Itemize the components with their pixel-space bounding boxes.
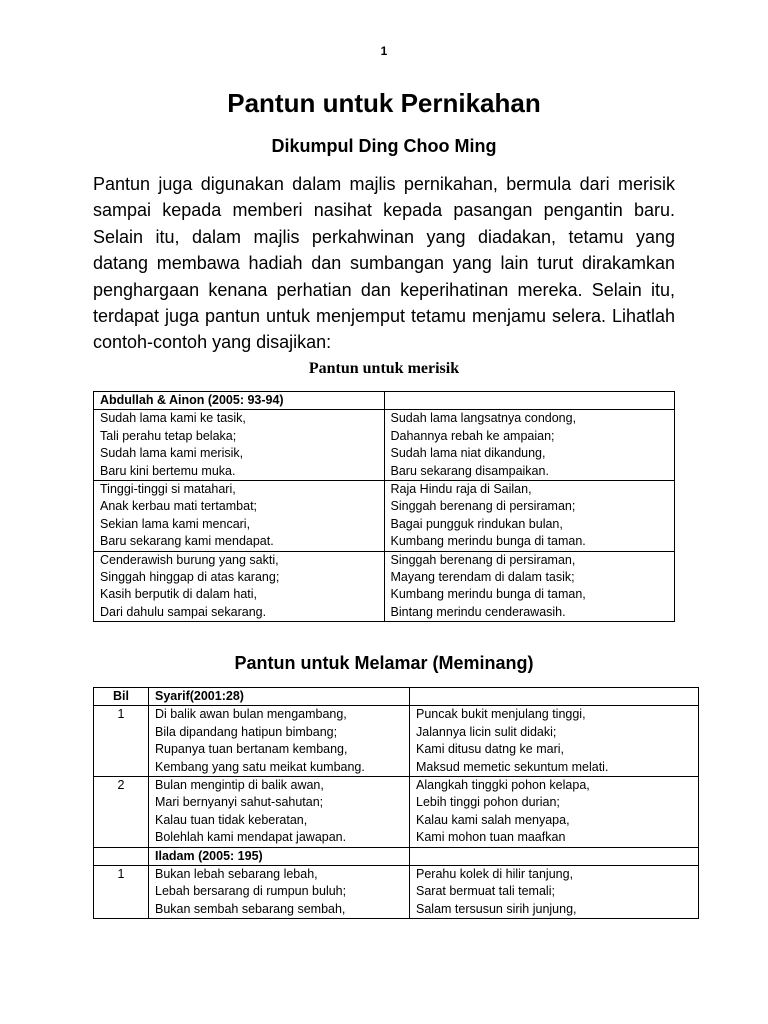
- pantun-line: Perahu kolek di hilir tanjung,: [416, 867, 574, 882]
- page-number: 1: [380, 44, 388, 58]
- section-heading-merisik: Pantun untuk merisik: [308, 360, 460, 377]
- table-row: [94, 410, 675, 481]
- pantun-left-cell: [149, 777, 410, 848]
- pantun-line: Lebih tinggi pohon durian;: [416, 795, 560, 810]
- pantun-line: Bolehlah kami mendapat jawapan.: [155, 830, 347, 845]
- pantun-line: Bulan mengintip di balik awan,: [155, 778, 324, 793]
- pantun-line: Kalau tuan tidak keberatan,: [155, 812, 308, 827]
- pantun-line: Bila dipandang hatipun bimbang;: [155, 724, 338, 739]
- pantun-line: Sudah lama kami ke tasik,: [100, 411, 246, 426]
- table-row: [94, 551, 675, 622]
- pantun-line: Kami ditusu datng ke mari,: [416, 742, 564, 757]
- pantun-line: Di balik awan bulan mengambang,: [155, 707, 347, 722]
- pantun-line: Jalannya licin sulit didaki;: [416, 724, 557, 739]
- bil-cell: 1: [94, 706, 149, 777]
- pantun-line: Dahannya rebah ke ampaian;: [390, 428, 555, 443]
- pantun-line: Singgah berenang di persiraman;: [390, 499, 576, 514]
- pantun-line: Anak kerbau mati tertambat;: [100, 499, 258, 514]
- pantun-right-cell: [410, 777, 699, 848]
- pantun-left-cell: [94, 481, 385, 552]
- pantun-line: Rupanya tuan bertanam kembang,: [155, 742, 348, 757]
- table-header-row: [94, 847, 699, 865]
- table-header-row: [94, 688, 699, 706]
- pantun-line: Bukan sembah sebarang sembah,: [155, 901, 346, 916]
- pantun-line: Tinggi-tinggi si matahari,: [100, 482, 236, 497]
- pantun-line: Baru sekarang kami mendapat.: [100, 534, 274, 549]
- intro-paragraph: Pantun juga digunakan dalam majlis pernikahan, bermula dari merisik sampai kepada memberi nasihat kepada pasangan pengantin baru. Selain itu, dalam majlis perkahwinan yang diadakan, tetamu yang datang membawa hadiah dan sumbangan yang lain turut dirakamkan penghargaan kenana perhatian dan keperihatinan mereka. Selain itu, terdapat juga pantun untuk menjemput tetamu menjamu selera. Lihatlah contoh-contoh yang disajikan:: [93, 174, 675, 353]
- pantun-left-cell: [94, 551, 385, 622]
- pantun-line: Dari dahulu sampai sekarang.: [100, 604, 267, 619]
- pantun-line: Kumbang merindu bunga di taman.: [390, 534, 586, 549]
- pantun-line: Singgah berenang di persiraman,: [390, 552, 576, 567]
- pantun-line: Puncak bukit menjulang tinggi,: [416, 707, 586, 722]
- pantun-line: Baru kini bertemu muka.: [100, 463, 236, 478]
- pantun-right-cell: [384, 410, 675, 481]
- pantun-line: Kumbang merindu bunga di taman,: [390, 587, 586, 602]
- pantun-right-cell: [410, 706, 699, 777]
- table-header-row: [94, 392, 675, 410]
- pantun-line: Kalau kami salah menyapa,: [416, 812, 570, 827]
- table-row: [94, 706, 699, 777]
- table-row: [94, 866, 699, 919]
- pantun-line: Raja Hindu raja di Sailan,: [390, 482, 532, 497]
- pantun-line: Tali perahu tetap belaka;: [100, 428, 237, 443]
- pantun-line: Sudah lama kami merisik,: [100, 446, 244, 461]
- source-cell: Iladam (2005: 195): [149, 847, 410, 865]
- pantun-line: Sudah lama langsatnya condong,: [390, 411, 577, 426]
- pantun-line: Bintang merindu cenderawasih.: [390, 604, 566, 619]
- pantun-line: Bukan lebah sebarang lebah,: [155, 867, 318, 882]
- pantun-right-cell: [384, 551, 675, 622]
- pantun-line: Baru sekarang disampaikan.: [390, 463, 549, 478]
- pantun-left-cell: [149, 706, 410, 777]
- pantun-left-cell: [94, 410, 385, 481]
- pantun-right-cell: [384, 481, 675, 552]
- melamar-table: [93, 687, 699, 919]
- pantun-left-cell: [149, 866, 410, 919]
- pantun-line: Mari bernyanyi sahut-sahutan;: [155, 795, 324, 810]
- pantun-line: Singgah hinggap di atas karang;: [100, 570, 280, 585]
- document-subtitle: Dikumpul Ding Choo Ming: [271, 136, 497, 156]
- table-row: [94, 777, 699, 848]
- pantun-line: Kasih berputik di dalam hati,: [100, 587, 258, 602]
- source-cell: Abdullah & Ainon (2005: 93-94): [94, 392, 385, 410]
- pantun-line: Bagai pungguk rindukan bulan,: [390, 516, 563, 531]
- table-row: [94, 481, 675, 552]
- bil-cell: 2: [94, 777, 149, 848]
- bil-header: Bil: [94, 688, 149, 706]
- pantun-line: Cenderawish burung yang sakti,: [100, 552, 279, 567]
- pantun-line: Mayang terendam di dalam tasik;: [390, 570, 575, 585]
- pantun-line: Sarat bermuat tali temali;: [416, 884, 555, 899]
- source-cell: Syarif(2001:28): [149, 688, 410, 706]
- empty-cell: [94, 847, 149, 865]
- empty-cell: [410, 688, 699, 706]
- pantun-line: Salam tersusun sirih junjung,: [416, 901, 577, 916]
- pantun-line: Lebah bersarang di rumpun buluh;: [155, 884, 347, 899]
- pantun-right-cell: [410, 866, 699, 919]
- pantun-line: Sudah lama niat dikandung,: [390, 446, 546, 461]
- document-title: Pantun untuk Pernikahan: [227, 88, 541, 118]
- merisik-table: [93, 391, 675, 622]
- bil-cell: 1: [94, 866, 149, 919]
- pantun-line: Sekian lama kami mencari,: [100, 516, 251, 531]
- pantun-line: Alangkah tinggki pohon kelapa,: [416, 778, 590, 793]
- section-heading-melamar: Pantun untuk Melamar (Meminang): [234, 653, 534, 673]
- pantun-line: Kami mohon tuan maafkan: [416, 830, 566, 845]
- empty-cell: [384, 392, 675, 410]
- pantun-line: Kembang yang satu meikat kumbang.: [155, 759, 365, 774]
- empty-cell: [410, 847, 699, 865]
- pantun-line: Maksud memetic sekuntum melati.: [416, 759, 609, 774]
